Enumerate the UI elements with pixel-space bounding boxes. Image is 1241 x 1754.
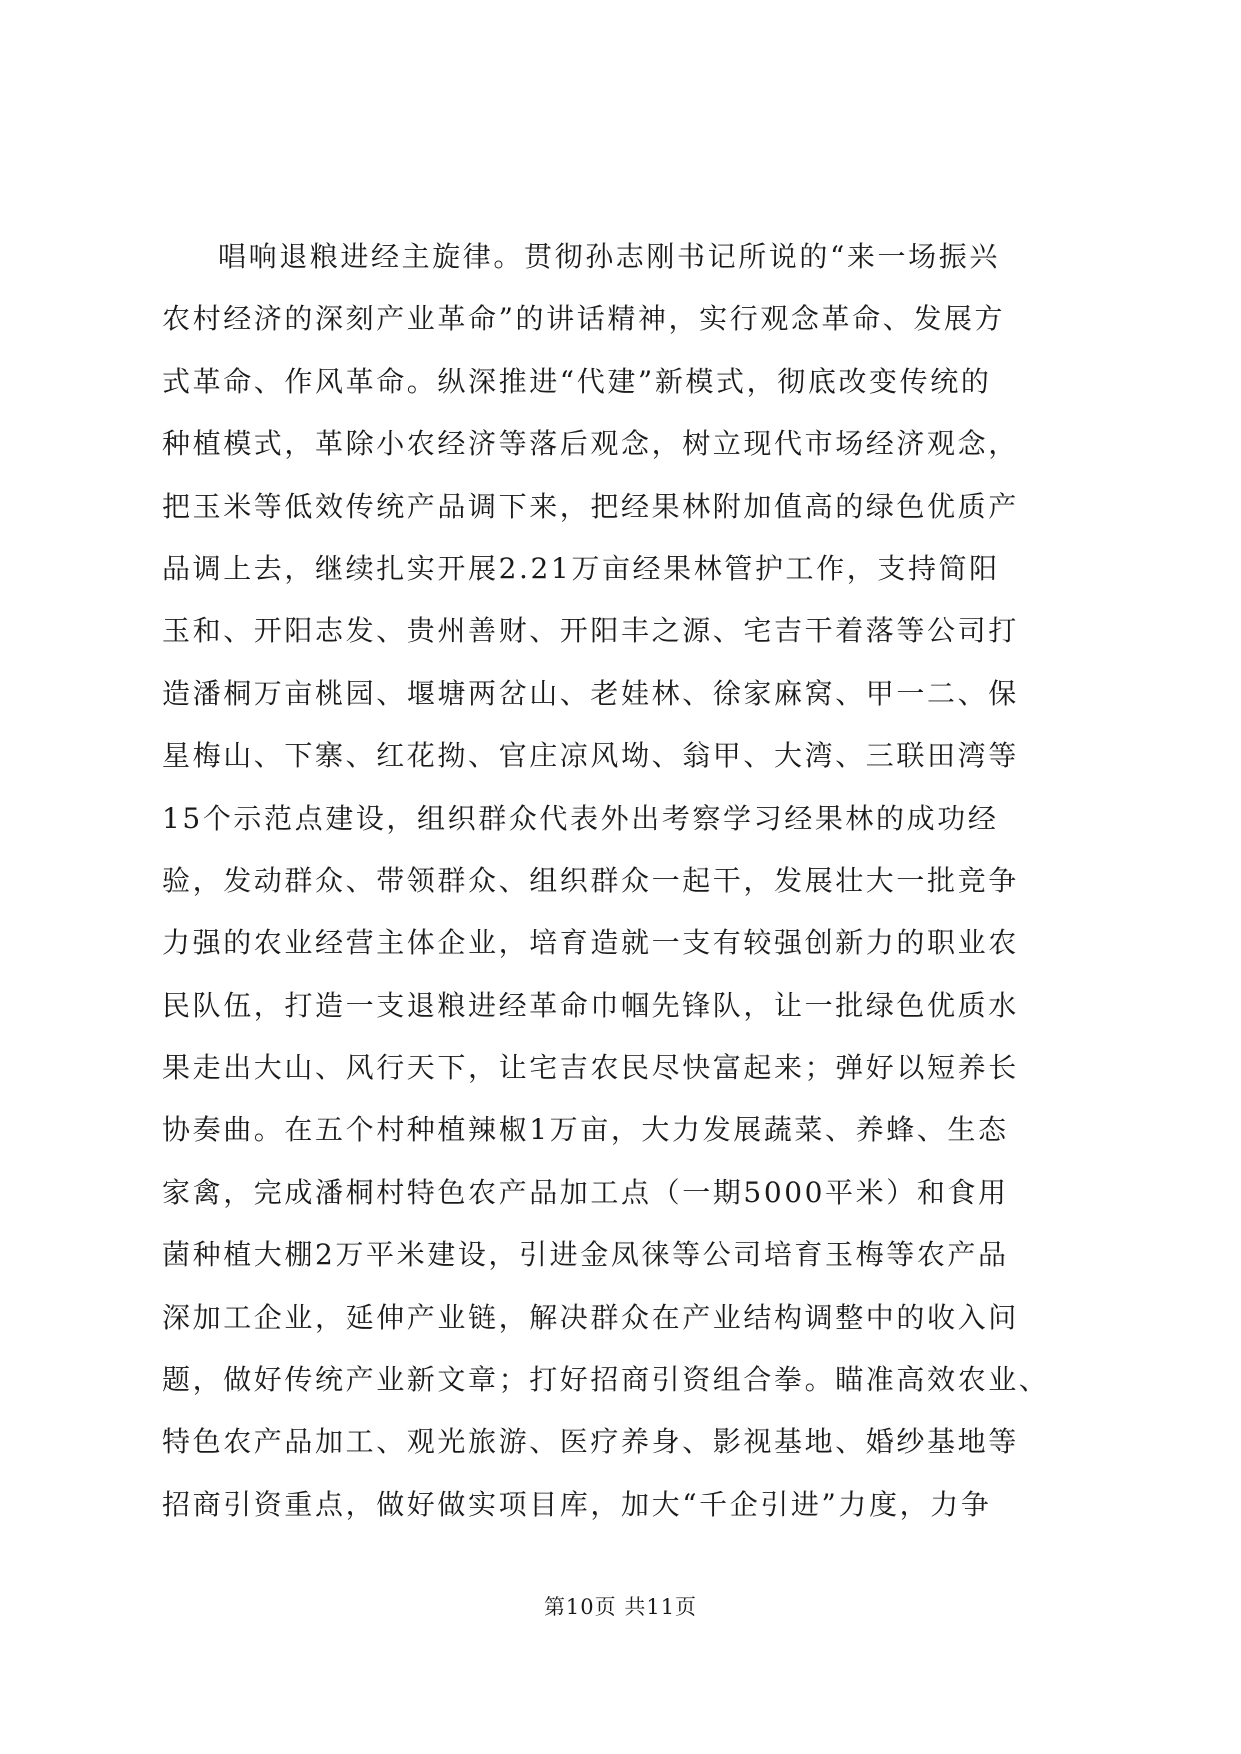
text-line: 农村经济的深刻产业革命”的讲话精神，实行观念革命、发展方: [162, 302, 1006, 336]
text-line: 式革命、作风革命。纵深推进“代建”新模式，彻底改变传统的: [162, 364, 992, 398]
text-line: 玉和、开阳志发、贵州善财、开阳丰之源、宅吉干着落等公司打: [162, 614, 1019, 648]
text-line: 特色农产品加工、观光旅游、医疗养身、影视基地、婚纱基地等: [162, 1425, 1019, 1459]
text-line: 协奏曲。在五个村种植辣椒1万亩，大力发展蔬菜、养蜂、生态: [162, 1113, 1009, 1147]
text-line: 深加工企业，延伸产业链，解决群众在产业结构调整中的收入问: [162, 1300, 1019, 1334]
text-line: 力强的农业经营主体企业，培育造就一支有较强创新力的职业农: [162, 926, 1019, 960]
text-line: 15个示范点建设，组织群众代表外出考察学习经果林的成功经: [162, 801, 999, 835]
text-line: 种植模式，革除小农经济等落后观念，树立现代市场经济观念，: [162, 427, 1019, 461]
text-line: 招商引资重点，做好做实项目库，加大“千企引进”力度，力争: [162, 1487, 992, 1521]
text-line: 品调上去，继续扎实开展2.21万亩经果林管护工作，支持简阳: [162, 551, 1000, 585]
text-line: 造潘桐万亩桃园、堰塘两岔山、老娃林、徐家麻窝、甲一二、保: [162, 676, 1019, 710]
body-paragraph: [162, 226, 1082, 1536]
text-line: 果走出大山、风行天下，让宅吉农民尽快富起来；弹好以短养长: [162, 1051, 1019, 1085]
text-line: 家禽，完成潘桐村特色农产品加工点（一期5000平米）和食用: [162, 1175, 1009, 1209]
text-line: 唱响退粮进经主旋律。贯彻孙志刚书记所说的“来一场振兴: [218, 240, 1000, 273]
text-line: 题，做好传统产业新文章；打好招商引资组合拳。瞄准高效农业、: [162, 1363, 1050, 1397]
text-line: 把玉米等低效传统产品调下来，把经果林附加值高的绿色优质产: [162, 489, 1019, 523]
text-line: 民队伍，打造一支退粮进经革命巾帼先锋队，让一批绿色优质水: [162, 988, 1019, 1022]
text-line: 菌种植大棚2万平米建设，引进金凤徕等公司培育玉梅等农产品: [162, 1238, 1009, 1272]
page-number-footer: 第10页 共11页: [543, 1595, 698, 1619]
text-line: 星梅山、下寨、红花拗、官庄凉风坳、翁甲、大湾、三联田湾等: [162, 739, 1019, 773]
text-line: 验，发动群众、带领群众、组织群众一起干，发展壮大一批竞争: [162, 863, 1019, 897]
